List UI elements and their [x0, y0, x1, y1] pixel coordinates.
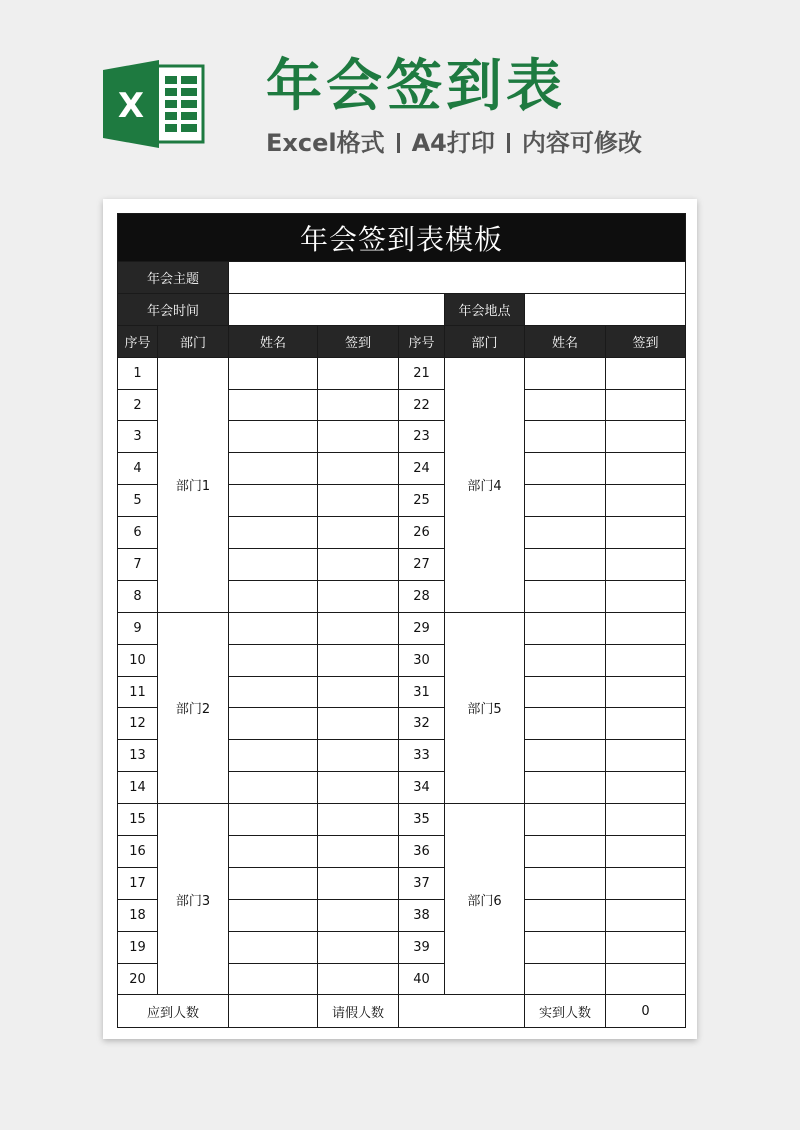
place-label: 年会地点: [445, 293, 525, 325]
sign-cell[interactable]: [318, 357, 399, 389]
row-number: 2: [118, 389, 158, 421]
sign-cell[interactable]: [318, 867, 399, 899]
sign-cell[interactable]: [318, 389, 399, 421]
name-cell[interactable]: [525, 931, 606, 963]
table-row: [118, 612, 686, 644]
actual-count-label: 实到人数: [525, 995, 606, 1028]
row-number: 3: [118, 421, 158, 453]
print-label: A4打印: [411, 129, 495, 157]
row-number: 21: [399, 357, 445, 389]
row-number: 26: [399, 517, 445, 549]
sign-cell[interactable]: [318, 644, 399, 676]
name-cell[interactable]: [229, 485, 318, 517]
sign-cell[interactable]: [606, 708, 686, 740]
name-cell[interactable]: [229, 421, 318, 453]
sign-cell[interactable]: [318, 740, 399, 772]
column-header-seq: 序号: [118, 325, 158, 357]
department-cell: 部门4: [445, 357, 525, 612]
row-number: 20: [118, 963, 158, 995]
row-number: 28: [399, 580, 445, 612]
name-cell[interactable]: [525, 836, 606, 868]
row-number: 7: [118, 549, 158, 581]
name-cell[interactable]: [525, 963, 606, 995]
page-subheadline: [266, 126, 642, 160]
place-input-cell[interactable]: [525, 293, 686, 325]
row-number: 40: [399, 963, 445, 995]
row-number: 32: [399, 708, 445, 740]
row-number: 38: [399, 899, 445, 931]
leave-count-label: 请假人数: [318, 995, 399, 1028]
sign-cell[interactable]: [318, 963, 399, 995]
row-number: 1: [118, 357, 158, 389]
sign-cell[interactable]: [606, 485, 686, 517]
row-number: 33: [399, 740, 445, 772]
expected-count-cell[interactable]: [229, 995, 318, 1028]
column-header-sign: 签到: [318, 325, 399, 357]
department-cell: 部门6: [445, 804, 525, 995]
row-number: 16: [118, 836, 158, 868]
separator-bar: [507, 133, 510, 153]
name-cell[interactable]: [229, 899, 318, 931]
name-cell[interactable]: [525, 708, 606, 740]
row-number: 35: [399, 804, 445, 836]
name-cell[interactable]: [525, 899, 606, 931]
name-cell[interactable]: [229, 580, 318, 612]
sign-cell[interactable]: [318, 899, 399, 931]
name-cell[interactable]: [229, 357, 318, 389]
name-cell[interactable]: [525, 549, 606, 581]
name-cell[interactable]: [229, 708, 318, 740]
theme-label: 年会主题: [118, 262, 229, 294]
row-number: 34: [399, 772, 445, 804]
sign-cell[interactable]: [606, 931, 686, 963]
column-header-seq: 序号: [399, 325, 445, 357]
sign-cell[interactable]: [606, 549, 686, 581]
row-number: 10: [118, 644, 158, 676]
sign-cell[interactable]: [318, 580, 399, 612]
row-number: 12: [118, 708, 158, 740]
column-header-sign: 签到: [606, 325, 686, 357]
name-cell[interactable]: [229, 772, 318, 804]
name-cell[interactable]: [229, 676, 318, 708]
row-number: 31: [399, 676, 445, 708]
row-number: 18: [118, 899, 158, 931]
sign-cell[interactable]: [606, 867, 686, 899]
name-cell[interactable]: [525, 676, 606, 708]
name-cell[interactable]: [229, 836, 318, 868]
row-number: 39: [399, 931, 445, 963]
table-row: [118, 357, 686, 389]
row-number: 23: [399, 421, 445, 453]
row-number: 27: [399, 549, 445, 581]
row-number: 17: [118, 867, 158, 899]
row-number: 19: [118, 931, 158, 963]
sign-cell[interactable]: [318, 804, 399, 836]
row-number: 5: [118, 485, 158, 517]
sign-cell[interactable]: [606, 389, 686, 421]
name-cell[interactable]: [525, 612, 606, 644]
column-header-name: 姓名: [525, 325, 606, 357]
sign-cell[interactable]: [318, 612, 399, 644]
time-input-cell[interactable]: [229, 293, 445, 325]
name-cell[interactable]: [229, 517, 318, 549]
page-headline: 年会签到表: [266, 54, 566, 119]
department-cell: 部门1: [158, 357, 229, 612]
sign-cell[interactable]: [606, 963, 686, 995]
row-number: 30: [399, 644, 445, 676]
name-cell[interactable]: [229, 804, 318, 836]
sign-cell[interactable]: [318, 485, 399, 517]
document-paper: [103, 199, 697, 1039]
sign-cell[interactable]: [318, 517, 399, 549]
sign-cell[interactable]: [318, 421, 399, 453]
sign-cell[interactable]: [318, 931, 399, 963]
column-header-dept: 部门: [158, 325, 229, 357]
sign-cell[interactable]: [606, 740, 686, 772]
name-cell[interactable]: [525, 740, 606, 772]
name-cell[interactable]: [229, 931, 318, 963]
summary-row: [118, 995, 686, 1028]
name-cell[interactable]: [525, 580, 606, 612]
name-cell[interactable]: [525, 389, 606, 421]
row-number: 11: [118, 676, 158, 708]
sign-cell[interactable]: [606, 453, 686, 485]
row-number: 6: [118, 517, 158, 549]
sign-cell[interactable]: [606, 804, 686, 836]
department-cell: 部门2: [158, 612, 229, 803]
actual-count-value[interactable]: 0: [606, 995, 686, 1028]
row-number: 14: [118, 772, 158, 804]
row-number: 25: [399, 485, 445, 517]
row-number: 15: [118, 804, 158, 836]
name-cell[interactable]: [525, 804, 606, 836]
sign-cell[interactable]: [606, 899, 686, 931]
name-cell[interactable]: [525, 517, 606, 549]
department-cell: 部门3: [158, 804, 229, 995]
name-cell[interactable]: [525, 485, 606, 517]
name-cell[interactable]: [229, 612, 318, 644]
editable-label: 内容可修改: [521, 129, 642, 157]
name-cell[interactable]: [525, 644, 606, 676]
row-number: 13: [118, 740, 158, 772]
name-cell[interactable]: [229, 389, 318, 421]
column-header-row: [118, 325, 686, 357]
sign-cell[interactable]: [606, 644, 686, 676]
theme-input-cell[interactable]: [229, 262, 686, 294]
sign-cell[interactable]: [606, 676, 686, 708]
excel-logo-icon: [103, 60, 207, 148]
separator-bar: [397, 133, 400, 153]
time-label: 年会时间: [118, 293, 229, 325]
sign-cell[interactable]: [606, 836, 686, 868]
sign-cell[interactable]: [606, 357, 686, 389]
sign-cell[interactable]: [318, 453, 399, 485]
sign-cell[interactable]: [606, 517, 686, 549]
sign-cell[interactable]: [606, 772, 686, 804]
sign-cell[interactable]: [606, 580, 686, 612]
row-number: 37: [399, 867, 445, 899]
sign-cell[interactable]: [606, 421, 686, 453]
name-cell[interactable]: [229, 644, 318, 676]
name-cell[interactable]: [229, 867, 318, 899]
row-number: 36: [399, 836, 445, 868]
sheet-title: 年会签到表模板: [118, 214, 686, 262]
name-cell[interactable]: [525, 867, 606, 899]
logo-letter: X: [117, 86, 145, 126]
name-cell[interactable]: [229, 549, 318, 581]
name-cell[interactable]: [525, 357, 606, 389]
table-row: [118, 804, 686, 836]
name-cell[interactable]: [525, 772, 606, 804]
signin-sheet: [117, 213, 686, 1028]
department-cell: 部门5: [445, 612, 525, 803]
leave-count-cell[interactable]: [399, 995, 525, 1028]
row-number: 24: [399, 453, 445, 485]
format-label: Excel格式: [266, 129, 385, 157]
name-cell[interactable]: [229, 963, 318, 995]
sign-cell[interactable]: [318, 772, 399, 804]
row-number: 29: [399, 612, 445, 644]
sign-cell[interactable]: [318, 836, 399, 868]
name-cell[interactable]: [525, 421, 606, 453]
name-cell[interactable]: [229, 740, 318, 772]
sign-cell[interactable]: [318, 676, 399, 708]
column-header-name: 姓名: [229, 325, 318, 357]
row-number: 4: [118, 453, 158, 485]
row-number: 8: [118, 580, 158, 612]
row-number: 22: [399, 389, 445, 421]
name-cell[interactable]: [229, 453, 318, 485]
expected-count-label: 应到人数: [118, 995, 229, 1028]
name-cell[interactable]: [525, 453, 606, 485]
sign-cell[interactable]: [318, 708, 399, 740]
sign-cell[interactable]: [606, 612, 686, 644]
row-number: 9: [118, 612, 158, 644]
column-header-dept: 部门: [445, 325, 525, 357]
sign-cell[interactable]: [318, 549, 399, 581]
